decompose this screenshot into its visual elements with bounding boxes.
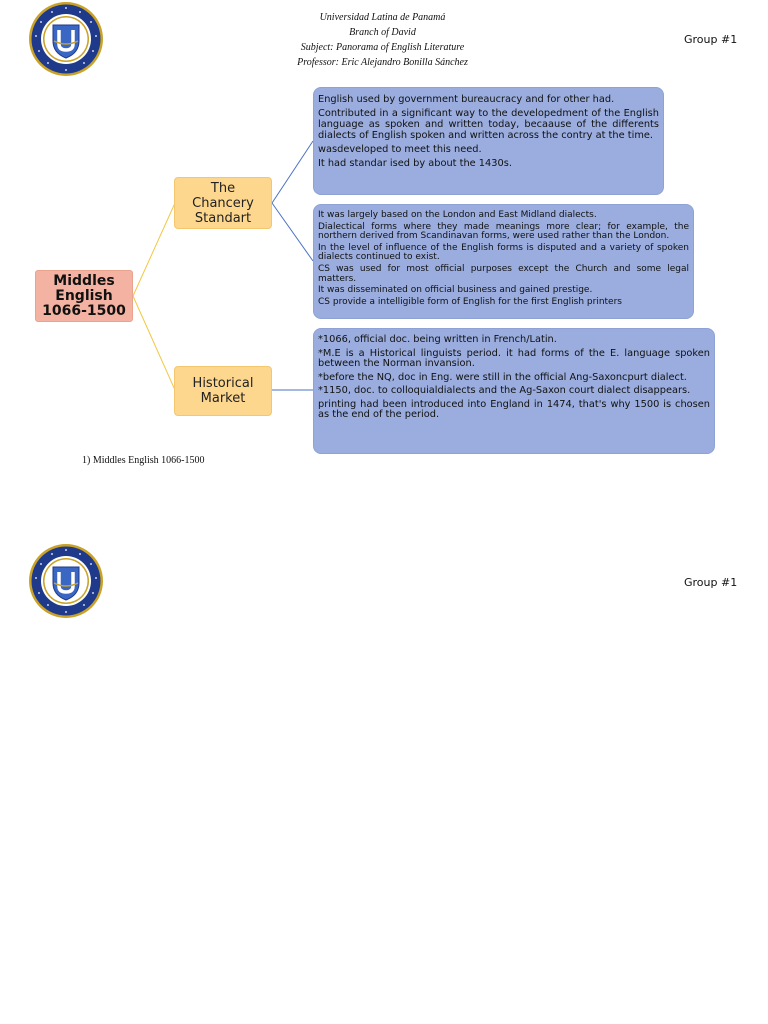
- connector-chancery-box2: [272, 203, 313, 261]
- chancery-line-3: Standart: [194, 210, 252, 226]
- box2-text-4: CS was used for most official purposes except the Church and some legal matters.: [318, 263, 689, 284]
- box2-text-2: Dialectical forms where they made meanings more clear; for example, the northern derived from Scandinavan forms, were used rather than the London.: [318, 221, 689, 242]
- box2-text-3: In the level of influence of the English forms is disputed and a variety of spoken dialects continued to exist.: [318, 242, 689, 263]
- box3-text-5: printing had been introduced into England in 1474, that's why 1500 is chosen as the end of the period.: [318, 398, 710, 420]
- box1-text-3: wasdeveloped to meet this need.: [318, 144, 482, 155]
- header-branch: Branch of David: [349, 27, 416, 38]
- box2-text-6: CS provide a intelligible form of English for the first English printers: [318, 296, 622, 307]
- box2-text-1: It was largely based on the London and East Midland dialects.: [318, 210, 597, 220]
- box3-text-1: *1066, official doc. being written in French/Latin.: [318, 334, 557, 345]
- header-professor: Professor: Eric Alejandro Bonilla Sánchez: [297, 57, 468, 68]
- root-line-3: 1066-1500: [42, 302, 126, 319]
- figure-caption: 1) Middles English 1066-1500: [82, 455, 205, 466]
- node-middles-english: [35, 270, 133, 322]
- connector-root-chancery: [133, 203, 175, 296]
- box1-text-2: Contributed in a significant way to the developedment of the English language as spoken and written today, becaause of the differents dialects of English spoken and written across the contry at the time.: [318, 108, 659, 141]
- header-university: Universidad Latina de Panamá: [319, 12, 446, 23]
- group-label: Group #1: [684, 33, 738, 46]
- root-line-1: Middles: [53, 272, 115, 289]
- box2-text-5: It was disseminated on official business and gained prestige.: [318, 285, 593, 296]
- box-historical-facts: [313, 328, 715, 454]
- box3-text-2: *M.E is a Historical linguists period. it had forms of the E. language spoken between the Norman invansion.: [318, 347, 710, 369]
- chancery-line-2: Chancery: [192, 195, 254, 211]
- box1-text-1: English used by government bureaucracy and for other had.: [318, 94, 615, 105]
- root-line-2: English: [55, 287, 113, 304]
- box3-text-3: *before the NQ, doc in Eng. were still in the official Ang-Saxoncpurt dialect.: [318, 371, 687, 383]
- chancery-line-1: The: [210, 180, 236, 196]
- historical-line-1: Historical: [192, 376, 254, 391]
- header-subject: Subject: Panorama of English Literature: [300, 42, 465, 53]
- node-historical-market: [174, 366, 272, 416]
- box-chancery-features: [313, 204, 694, 319]
- group-label-page2: Group #1: [684, 576, 738, 589]
- box1-text-4: It had standar ised by about the 1430s.: [318, 158, 512, 169]
- historical-line-2: Market: [200, 391, 246, 406]
- connector-root-historical: [133, 296, 175, 390]
- box3-text-4: *1150, doc. to colloquialdialects and the Ag-Saxon court dialect disappears.: [318, 385, 691, 396]
- box-chancery-purpose: [313, 87, 664, 195]
- university-logo-page2: [28, 543, 104, 619]
- connector-chancery-box1: [272, 141, 313, 203]
- node-chancery-standart: [174, 177, 272, 229]
